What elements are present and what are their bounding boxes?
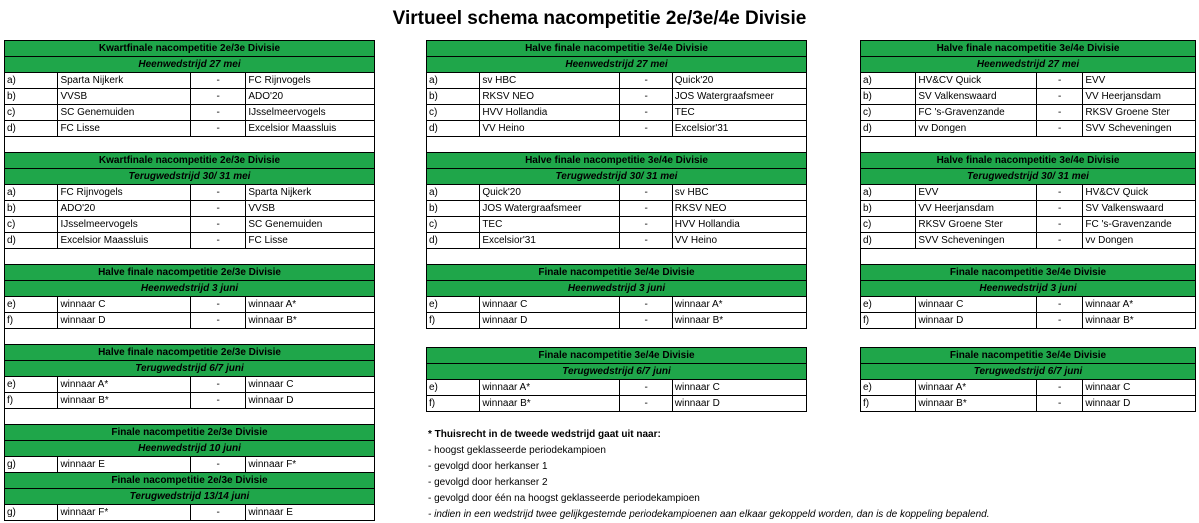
away-team: winnaar D [672,396,806,411]
match-row [5,297,374,313]
home-team: winnaar A* [480,380,620,395]
match-row [5,105,374,121]
match-date-header: Heenwedstrijd 27 mei [861,57,1195,73]
away-team: winnaar A* [672,297,806,312]
away-team: SV Valkenswaard [1082,201,1195,216]
match-date-header: Terugwedstrijd 13/14 juni [5,489,374,505]
home-team: winnaar D [58,313,191,328]
vs-dash: - [644,235,648,246]
match-key: b) [861,201,916,216]
match-row [5,121,374,137]
round-header: Finale nacompetitie 3e/4e Divisie [861,265,1195,281]
home-team: EVV [916,185,1037,200]
home-team: winnaar A* [916,380,1037,395]
match-row [5,377,374,393]
away-team: EVV [1082,73,1195,88]
page-title: Virtueel schema nacompetitie 2e/3e/4e Divisie [392,8,807,29]
match-row [427,105,806,121]
match-row [5,313,374,329]
home-team: IJsselmeervogels [58,217,191,232]
away-team: winnaar C [1082,380,1195,395]
away-team: FC Rijnvogels [245,73,374,88]
match-row [5,505,374,521]
vs-dash: - [1057,107,1062,118]
match-table [426,347,807,412]
vs-dash: - [644,187,648,198]
vs-dash: - [216,379,220,390]
vs-dash: - [644,315,648,326]
match-key: b) [5,89,58,104]
match-row [427,396,806,412]
home-team: RKSV NEO [480,89,620,104]
vs-dash: - [216,299,220,310]
away-team: winnaar F* [245,457,374,472]
away-team: Excelsior'31 [672,121,806,136]
vs-dash: - [1057,299,1062,310]
match-key: g) [5,505,58,520]
match-date-header: Heenwedstrijd 27 mei [427,57,806,73]
match-row [427,313,806,329]
vs-dash: - [216,315,220,326]
match-date-header: Terugwedstrijd 6/7 juni [5,361,374,377]
match-date-header: Heenwedstrijd 10 juni [5,441,374,457]
home-team: winnaar F* [58,505,191,520]
match-key: d) [5,121,58,136]
away-team: winnaar B* [672,313,806,328]
match-row [861,313,1195,329]
vs-dash: - [216,459,220,470]
home-team: winnaar B* [58,393,191,408]
match-date-header: Terugwedstrijd 6/7 juni [427,364,806,380]
away-team: Quick'20 [672,73,806,88]
away-team: sv HBC [672,185,806,200]
spacer-row [861,137,1195,153]
schedule-column-3e-4e-b [860,40,1196,412]
vs-dash: - [216,395,220,406]
away-team: IJsselmeervogels [245,105,374,120]
match-key: d) [5,233,58,248]
schedule-column-3e-4e-a [426,40,807,412]
away-team: winnaar A* [1082,297,1195,312]
match-row [427,89,806,105]
vs-dash: - [644,91,648,102]
home-team: winnaar D [480,313,620,328]
vs-dash: - [216,187,220,198]
away-team: winnaar C [672,380,806,395]
note-line: - gevolgd door herkanser 2 [428,477,548,488]
vs-dash: - [1057,123,1062,134]
match-date-header: Heenwedstrijd 27 mei [5,57,374,73]
match-key: b) [861,89,916,104]
vs-dash: - [644,299,648,310]
vs-dash: - [1057,91,1062,102]
match-key: a) [861,73,916,88]
match-row [427,121,806,137]
match-key: b) [427,89,480,104]
match-key: c) [861,217,916,232]
home-team: JOS Watergraafsmeer [480,201,620,216]
home-team: sv HBC [480,73,620,88]
match-key: d) [861,121,916,136]
notes-title: * Thuisrecht in de tweede wedstrijd gaat uit naar: [428,429,661,440]
home-team: HV&CV Quick [916,73,1037,88]
match-key: e) [427,380,480,395]
match-row [5,457,374,473]
away-team: winnaar C [245,377,374,392]
away-team: winnaar A* [245,297,374,312]
match-row [427,217,806,233]
round-header: Halve finale nacompetitie 3e/4e Divisie [861,153,1195,169]
home-team: VVSB [58,89,191,104]
match-key: e) [5,377,58,392]
match-key: f) [427,313,480,328]
home-team: ADO'20 [58,201,191,216]
home-team: FC Rijnvogels [58,185,191,200]
vs-dash: - [644,203,648,214]
match-date-header: Terugwedstrijd 30/ 31 mei [861,169,1195,185]
match-row [861,89,1195,105]
away-team: winnaar D [1082,396,1195,411]
spacer-row [5,329,374,345]
vs-dash: - [216,91,220,102]
vs-dash: - [216,203,220,214]
match-key: c) [427,105,480,120]
match-key: e) [5,297,58,312]
vs-dash: - [1057,187,1062,198]
match-key: d) [427,121,480,136]
home-team: FC 's-Gravenzande [916,105,1037,120]
away-team: Excelsior Maassluis [245,121,374,136]
spacer-row [5,409,374,425]
away-team: SVV Scheveningen [1082,121,1195,136]
vs-dash: - [216,107,220,118]
match-row [861,185,1195,201]
round-header: Halve finale nacompetitie 2e/3e Divisie [5,345,374,361]
schedule-column-2e-3e [4,40,375,521]
spacer-row [427,249,806,265]
home-team: SC Genemuiden [58,105,191,120]
vs-dash: - [216,123,220,134]
spacer-row [5,137,374,153]
home-team: VV Heerjansdam [916,201,1037,216]
home-team: winnaar C [480,297,620,312]
home-team: VV Heino [480,121,620,136]
round-header: Halve finale nacompetitie 3e/4e Divisie [861,41,1195,57]
match-key: c) [5,105,58,120]
away-team: HVV Hollandia [672,217,806,232]
match-row [861,217,1195,233]
vs-dash: - [216,507,220,518]
vs-dash: - [644,107,648,118]
note-line: - hoogst geklasseerde periodekampioen [428,445,606,456]
match-table [860,347,1196,412]
away-team: FC Lisse [245,233,374,248]
home-team: HVV Hollandia [480,105,620,120]
round-header: Halve finale nacompetitie 3e/4e Divisie [427,153,806,169]
match-row [5,233,374,249]
round-header: Finale nacompetitie 3e/4e Divisie [427,348,806,364]
match-row [861,121,1195,137]
away-team: VV Heino [672,233,806,248]
away-team: VVSB [245,201,374,216]
away-team: SC Genemuiden [245,217,374,232]
home-team: TEC [480,217,620,232]
note-line: - gevolgd door één na hoogst geklasseerde periodekampioen [428,493,700,504]
vs-dash: - [1057,235,1062,246]
round-header: Halve finale nacompetitie 2e/3e Divisie [5,265,374,281]
away-team: vv Dongen [1082,233,1195,248]
match-row [5,73,374,89]
spacer-row [427,137,806,153]
match-row [861,201,1195,217]
home-team: Sparta Nijkerk [58,73,191,88]
match-row [5,217,374,233]
match-row [861,380,1195,396]
match-row [5,185,374,201]
round-header: Finale nacompetitie 3e/4e Divisie [861,348,1195,364]
vs-dash: - [1057,75,1062,86]
home-team: Quick'20 [480,185,620,200]
match-key: a) [5,73,58,88]
match-row [5,393,374,409]
home-team: winnaar D [916,313,1037,328]
home-team: FC Lisse [58,121,191,136]
vs-dash: - [216,235,220,246]
vs-dash: - [644,398,648,409]
round-header: Finale nacompetitie 2e/3e Divisie [5,473,374,489]
match-key: f) [861,313,916,328]
match-table [426,40,807,329]
vs-dash: - [1057,382,1062,393]
match-key: b) [427,201,480,216]
match-date-header: Terugwedstrijd 6/7 juni [861,364,1195,380]
home-right-notes [428,427,990,523]
match-row [427,185,806,201]
match-row [861,396,1195,412]
match-row [861,233,1195,249]
away-team: Sparta Nijkerk [245,185,374,200]
vs-dash: - [1057,203,1062,214]
vs-dash: - [216,75,220,86]
match-table [4,40,375,521]
round-header: Kwartfinale nacompetitie 2e/3e Divisie [5,153,374,169]
match-row [427,380,806,396]
round-header: Finale nacompetitie 2e/3e Divisie [5,425,374,441]
match-row [427,201,806,217]
away-team: HV&CV Quick [1082,185,1195,200]
home-team: winnaar C [58,297,191,312]
note-line: - indien in een wedstrijd twee gelijkgestemde periodekampioenen aan elkaar gekoppeld worden, dan is de koppeling bepalend. [428,509,990,520]
away-team: TEC [672,105,806,120]
vs-dash: - [644,123,648,134]
match-key: d) [427,233,480,248]
match-key: c) [861,105,916,120]
match-date-header: Terugwedstrijd 30/ 31 mei [427,169,806,185]
match-key: e) [861,297,916,312]
match-date-header: Terugwedstrijd 30/ 31 mei [5,169,374,185]
home-team: winnaar E [58,457,191,472]
vs-dash: - [644,219,648,230]
away-team: winnaar B* [1082,313,1195,328]
away-team: RKSV NEO [672,201,806,216]
round-header: Kwartfinale nacompetitie 2e/3e Divisie [5,41,374,57]
away-team: ADO'20 [245,89,374,104]
match-key: a) [427,73,480,88]
home-team: SV Valkenswaard [916,89,1037,104]
round-header: Halve finale nacompetitie 3e/4e Divisie [427,41,806,57]
match-key: e) [861,380,916,395]
away-team: winnaar E [245,505,374,520]
vs-dash: - [644,75,648,86]
match-key: d) [861,233,916,248]
home-team: Excelsior'31 [480,233,620,248]
home-team: vv Dongen [916,121,1037,136]
match-row [861,297,1195,313]
match-key: a) [861,185,916,200]
match-key: f) [5,313,58,328]
home-team: RKSV Groene Ster [916,217,1037,232]
vs-dash: - [216,219,220,230]
home-team: winnaar C [916,297,1037,312]
match-key: c) [5,217,58,232]
match-row [861,105,1195,121]
match-row [427,297,806,313]
match-row [427,73,806,89]
match-key: e) [427,297,480,312]
match-date-header: Heenwedstrijd 3 juni [427,281,806,297]
match-key: c) [427,217,480,232]
vs-dash: - [1057,315,1062,326]
match-row [5,89,374,105]
match-key: f) [861,396,916,411]
note-line: - gevolgd door herkanser 1 [428,461,548,472]
match-key: f) [5,393,58,408]
away-team: RKSV Groene Ster [1082,105,1195,120]
away-team: winnaar D [245,393,374,408]
match-date-header: Heenwedstrijd 3 juni [861,281,1195,297]
match-row [427,233,806,249]
vs-dash: - [1057,219,1062,230]
home-team: winnaar A* [58,377,191,392]
match-key: a) [5,185,58,200]
away-team: VV Heerjansdam [1082,89,1195,104]
match-key: g) [5,457,58,472]
round-header: Finale nacompetitie 3e/4e Divisie [427,265,806,281]
match-row [5,201,374,217]
home-team: SVV Scheveningen [916,233,1037,248]
home-team: winnaar B* [480,396,620,411]
away-team: winnaar B* [245,313,374,328]
spacer-row [861,249,1195,265]
match-key: b) [5,201,58,216]
away-team: JOS Watergraafsmeer [672,89,806,104]
away-team: FC 's-Gravenzande [1082,217,1195,232]
vs-dash: - [644,382,648,393]
home-team: winnaar B* [916,396,1037,411]
match-date-header: Heenwedstrijd 3 juni [5,281,374,297]
match-table [860,40,1196,329]
vs-dash: - [1057,398,1062,409]
match-row [861,73,1195,89]
spacer-row [5,249,374,265]
match-key: a) [427,185,480,200]
match-key: f) [427,396,480,411]
home-team: Excelsior Maassluis [58,233,191,248]
